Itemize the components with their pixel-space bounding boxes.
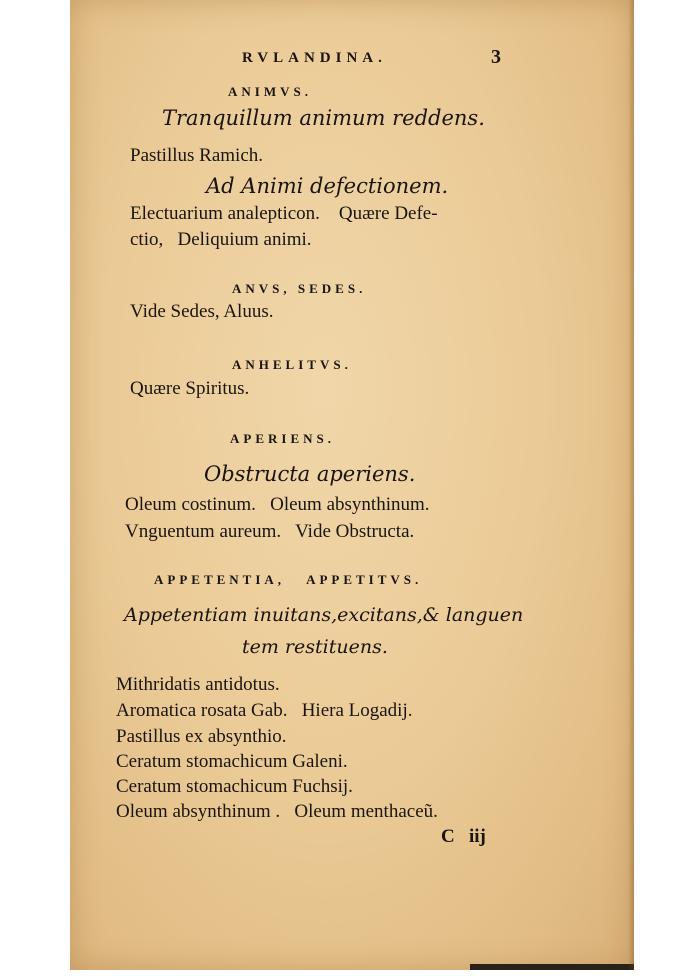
section-heading: ANIMVS. [228, 84, 312, 99]
entry-line: Vide Sedes, Aluus. [130, 301, 274, 322]
section-subheading: Tranquillum animum reddens. [162, 106, 485, 130]
section-subheading: Ad Animi defectionem. [206, 174, 449, 198]
entry-line: Vnguentum aureum. Vide Obstructa. [125, 521, 415, 542]
section-subheading: tem restituens. [242, 636, 388, 658]
entry-line: Ceratum stomachicum Fuchsij. [116, 776, 353, 797]
page-number: 3 [491, 46, 501, 68]
section-heading: APPETENTIA, APPETITVS. [154, 572, 423, 587]
book-page [70, 0, 634, 970]
section-subheading: Appetentiam inuitans,excitans,& languen [124, 604, 524, 626]
section-heading: ANHELITVS. [232, 357, 352, 372]
entry-line: Mithridatis antidotus. [116, 674, 280, 695]
page-edge-shadow [470, 964, 634, 970]
entry-line: Oleum costinum. Oleum absynthinum. [125, 494, 430, 515]
section-subheading: Obstructa aperiens. [204, 462, 416, 486]
entry-line: ctio, Deliquium animi. [130, 229, 312, 250]
section-heading: APERIENS. [230, 431, 335, 446]
entry-line: Aromatica rosata Gab. Hiera Logadij. [116, 700, 413, 721]
entry-line: Pastillus ex absynthio. [116, 726, 287, 747]
entry-line: Pastillus Ramich. [130, 145, 263, 166]
entry-line: Oleum absynthinum . Oleum menthaceũ. [116, 801, 438, 822]
signature-mark: C iij [441, 826, 486, 847]
entry-line: Electuarium analepticon. Quære Defe- [130, 203, 438, 224]
entry-line: Ceratum stomachicum Galeni. [116, 751, 348, 772]
running-title: RVLANDINA. [242, 50, 387, 66]
section-heading: ANVS, SEDES. [232, 281, 367, 296]
entry-line: Quære Spiritus. [130, 378, 250, 399]
